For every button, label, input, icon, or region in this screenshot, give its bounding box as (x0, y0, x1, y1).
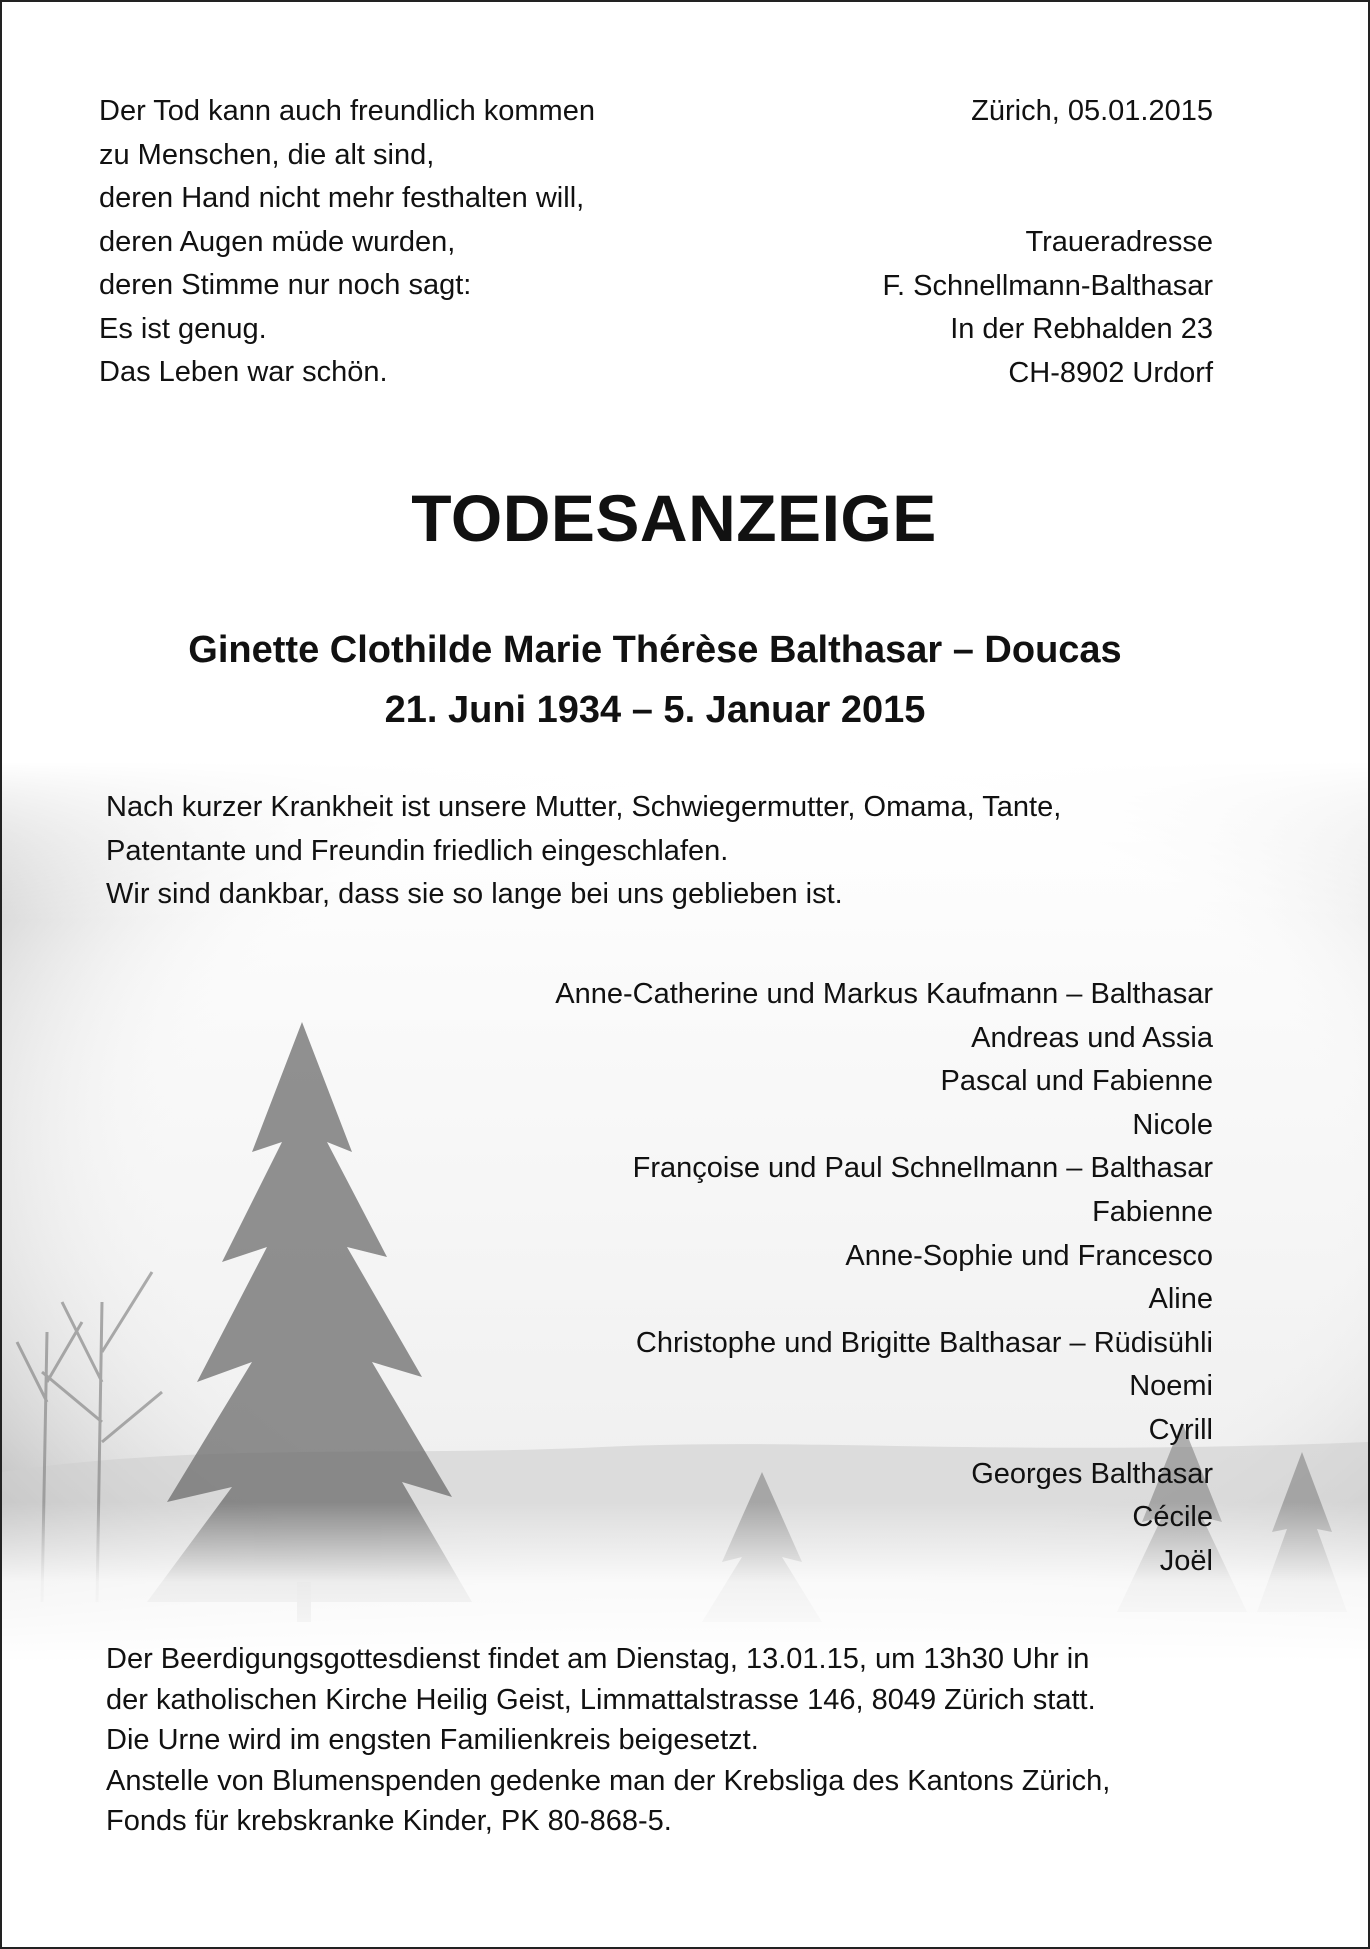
deceased-dates: 21. Juni 1934 – 5. Januar 2015 (384, 689, 926, 731)
family-member: Françoise und Paul Schnellmann – Balthasar (632, 1152, 1213, 1185)
family-member: Pascal und Fabienne (940, 1065, 1213, 1098)
family-member: Christophe und Brigitte Balthasar – Rüdisühli (635, 1326, 1213, 1359)
poem-line: Der Tod kann auch freundlich kommen (99, 95, 595, 127)
service-line: der katholischen Kirche Heilig Geist, Limmattalstrasse 146, 8049 Zürich statt. (106, 1683, 1096, 1716)
family-member: Cécile (1132, 1501, 1213, 1534)
date-line: Zürich, 05.01.2015 (971, 95, 1213, 127)
family-member: Joël (1159, 1544, 1213, 1577)
family-member: Anne-Catherine und Markus Kaufmann – Balthasar (555, 978, 1213, 1010)
poem-line: Es ist genug. (99, 312, 267, 345)
mourning-address (883, 221, 1213, 395)
funeral-service-info (106, 1639, 1110, 1842)
family-member: Georges Balthasar (971, 1457, 1213, 1490)
address-name: F. Schnellmann-Balthasar (882, 269, 1213, 302)
family-member: Fabienne (1092, 1195, 1213, 1228)
announcement-message (106, 786, 1061, 917)
poem (99, 90, 595, 395)
address-street: In der Rebhalden 23 (950, 313, 1213, 345)
service-line: Anstelle von Blumenspenden gedenke man der Krebsliga des Kantons Zürich, (106, 1764, 1111, 1797)
service-line: Fonds für krebskranke Kinder, PK 80-868-5. (106, 1805, 672, 1837)
poem-line: zu Menschen, die alt sind, (99, 138, 435, 171)
page-title: TODESANZEIGE (411, 481, 937, 555)
family-member: Aline (1148, 1283, 1213, 1316)
message-line: Wir sind dankbar, dass sie so lange bei uns geblieben ist. (106, 878, 843, 910)
service-line: Der Beerdigungsgottesdienst findet am Dienstag, 13.01.15, um 13h30 Uhr in (106, 1643, 1090, 1675)
poem-line: deren Hand nicht mehr festhalten will, (99, 182, 585, 214)
message-line: Nach kurzer Krankheit ist unsere Mutter, Schwiegermutter, Omama, Tante, (106, 791, 1062, 823)
poem-line: deren Augen müde wurden, (99, 225, 456, 258)
deceased-block (2, 620, 1308, 740)
message-line: Patentante und Freundin friedlich eingeschlafen. (106, 834, 729, 867)
poem-line: Das Leben war schön. (99, 356, 388, 388)
family-member: Nicole (1132, 1108, 1213, 1141)
family-member: Anne-Sophie und Francesco (845, 1239, 1213, 1272)
family-member: Noemi (1129, 1370, 1213, 1403)
address-city: CH-8902 Urdorf (1008, 356, 1213, 389)
family-member: Andreas und Assia (971, 1021, 1213, 1054)
deceased-name: Ginette Clothilde Marie Thérèse Balthasar – Doucas (188, 629, 1122, 671)
family-member: Cyrill (1148, 1413, 1213, 1446)
poem-line: deren Stimme nur noch sagt: (99, 269, 472, 301)
address-label: Traueradresse (1025, 226, 1213, 258)
family-list (555, 973, 1213, 1583)
service-line: Die Urne wird im engsten Familienkreis beigesetzt. (106, 1724, 759, 1756)
